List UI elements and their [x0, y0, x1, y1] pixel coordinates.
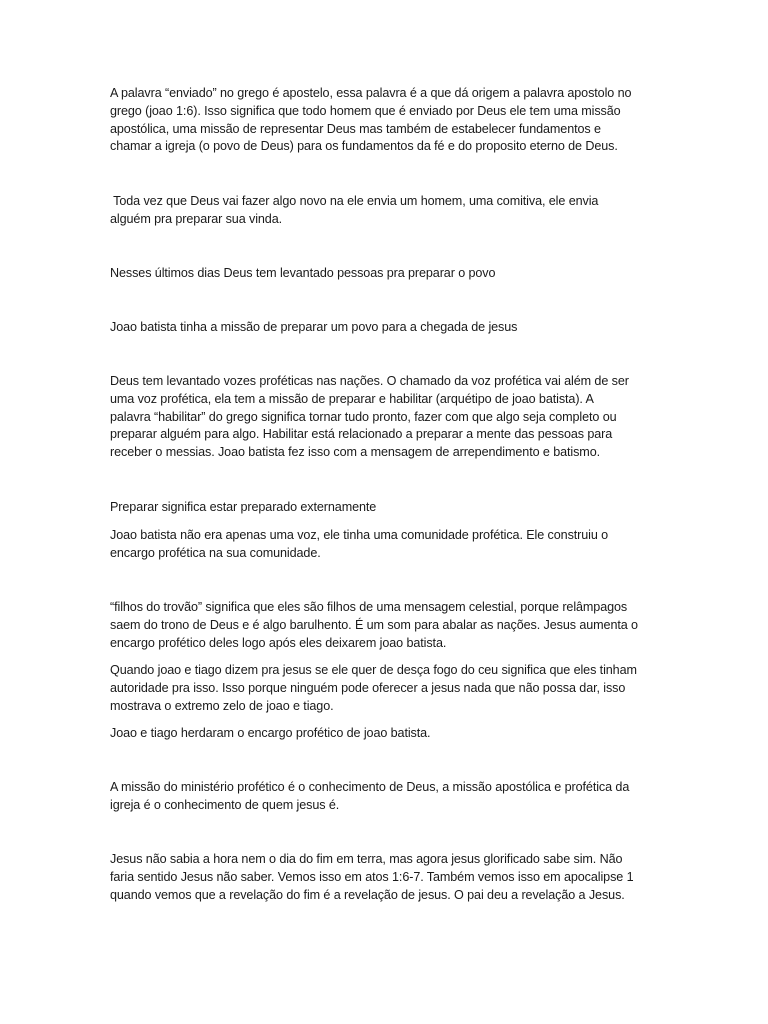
text-line: grego (joao 1:6). Isso significa que todo homem que é enviado por Deus ele tem uma missão [110, 103, 621, 118]
text-line: Joao e tiago herdaram o encargo profético de joao batista. [110, 726, 431, 740]
text-line: Toda vez que Deus vai fazer algo novo na ele envia um homem, uma comitiva, ele envia [110, 194, 599, 208]
text-line: A missão do ministério profético é o conhecimento de Deus, a missão apostólica e profética da [110, 780, 630, 794]
text-line: uma voz profética, ela tem a missão de preparar e habilitar (arquétipo de joao batista). A [110, 391, 594, 406]
text-line: Jesus não sabia a hora nem o dia do fim em terra, mas agora jesus glorificado sabe sim. Não [110, 852, 623, 866]
paragraph-10 [110, 725, 662, 743]
text-line: palavra “habilitar” do grego significa tornar tudo pronto, fazer com que algo seja completo ou [110, 409, 617, 424]
paragraph-3 [110, 265, 662, 283]
paragraph-5 [110, 373, 662, 462]
paragraph-1 [110, 85, 662, 156]
text-line: apostólica, uma missão de representar Deus mas também de estabelecer fundamentos e [110, 121, 601, 136]
text-line: saem do trono de Deus e é algo barulhento. É um som para abalar as nações. Jesus aumenta o [110, 617, 638, 632]
text-line: encargo profético deles logo após eles deixarem joao batista. [110, 635, 447, 650]
text-line: encargo profética na sua comunidade. [110, 545, 321, 560]
text-line: Joao batista tinha a missão de preparar um povo para a chegada de jesus [110, 320, 518, 334]
text-line: Quando joao e tiago dizem pra jesus se ele quer de desça fogo do ceu significa que eles tinham [110, 663, 637, 677]
text-line: preparar alguém para algo. Habilitar está relacionado a preparar a mente das pessoas para [110, 427, 613, 442]
text-line: alguém pra preparar sua vinda. [110, 211, 283, 226]
text-line: mostrava o extremo zelo de joao e tiago. [110, 698, 334, 713]
text-line: Nesses últimos dias Deus tem levantado pessoas pra preparar o povo [110, 266, 496, 280]
text-line: chamar a igreja (o povo de Deus) para os fundamentos da fé e do proposito eterno de Deus. [110, 139, 618, 154]
text-line: quando vemos que a revelação do fim é a revelação de jesus. O pai deu a revelação a Jesus. [110, 887, 625, 902]
paragraph-12 [110, 851, 662, 904]
paragraph-4 [110, 319, 662, 337]
paragraph-11 [110, 779, 662, 815]
text-line: receber o messias. Joao batista fez isso com a mensagem de arrependimento e batismo. [110, 445, 601, 460]
paragraph-6 [110, 499, 662, 517]
text-line: Joao batista não era apenas uma voz, ele tinha uma comunidade profética. Ele construiu o [110, 528, 609, 542]
paragraph-7 [110, 527, 662, 563]
text-line: A palavra “enviado” no grego é apostelo, essa palavra é a que dá origem a palavra apostolo no [110, 86, 632, 100]
text-line: autoridade pra isso. Isso porque ninguém pode oferecer a jesus nada que não possa dar, isso [110, 680, 626, 695]
paragraph-2 [110, 193, 662, 229]
paragraph-9 [110, 662, 662, 715]
paragraph-8 [110, 599, 662, 652]
text-line: “filhos do trovão” significa que eles são filhos de uma mensagem celestial, porque relâmpagos [110, 600, 628, 614]
text-line: faria sentido Jesus não saber. Vemos isso em atos 1:6-7. Também vemos isso em apocalipse 1 [110, 869, 634, 884]
text-line: Preparar significa estar preparado externamente [110, 500, 377, 514]
text-line: igreja é o conhecimento de quem jesus é. [110, 797, 340, 812]
text-line: Deus tem levantado vozes proféticas nas nações. O chamado da voz profética vai além de ser [110, 374, 629, 388]
